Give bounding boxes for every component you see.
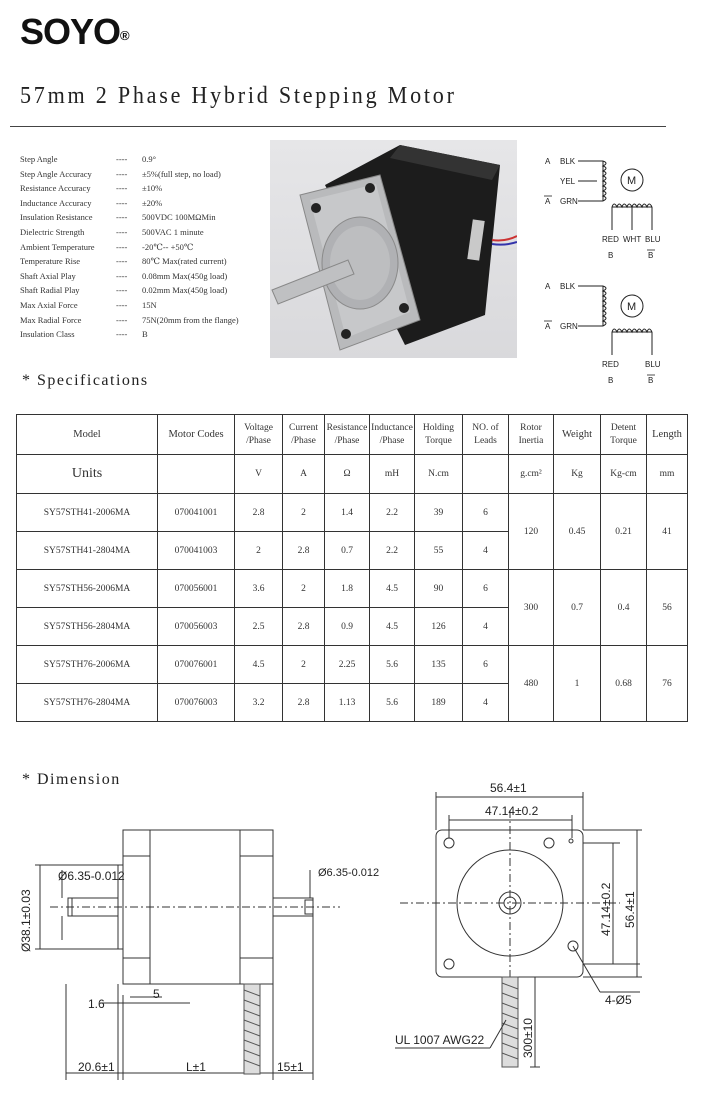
six-lead-diagram [544, 157, 661, 260]
unit-cell: A [283, 455, 325, 494]
spec-row [20, 196, 239, 211]
table-cell: 189 [415, 684, 463, 722]
table-cell: 2.8 [283, 684, 325, 722]
header-cell: NO. of Leads [463, 415, 509, 455]
wire-grn: GRN [560, 197, 578, 206]
header-cell: Model [17, 415, 158, 455]
spec-sep: ---- [116, 154, 128, 164]
table-cell: 4 [463, 532, 509, 570]
spec-label: Max Axial Force [20, 299, 78, 310]
spec-value: 500VAC 1 minute [142, 226, 204, 237]
table-cell: 070041001 [158, 494, 235, 532]
dim-5: 5 [153, 987, 160, 1001]
spec-label: Step Angle [20, 154, 58, 164]
unit-cell: Kg-cm [601, 455, 647, 494]
label-a: A [545, 282, 551, 291]
header-cell: Detent Torque [601, 415, 647, 455]
spec-row [20, 313, 239, 328]
spec-value: B [142, 329, 148, 340]
table-cell: 6 [463, 494, 509, 532]
spec-label: Max Radial Force [20, 314, 82, 325]
table-cell: SY57STH56-2804MA [17, 608, 158, 646]
table-cell: 2.8 [283, 532, 325, 570]
table-cell: SY57STH41-2804MA [17, 532, 158, 570]
spec-label: Ambient Temperature [20, 241, 95, 252]
unit-cell: N.cm [415, 455, 463, 494]
label-a-bar: A [545, 322, 551, 331]
table-cell: 2.8 [283, 608, 325, 646]
dim-1-6: 1.6 [88, 997, 105, 1011]
table-cell: 2.2 [370, 494, 415, 532]
table-cell: 1.13 [325, 684, 370, 722]
motor-symbol: M [627, 175, 637, 187]
dim-lead-length: 300±10 [521, 1018, 535, 1058]
label-b: B [608, 251, 614, 260]
label-b-bar: B [648, 251, 654, 260]
table-cell: 2 [283, 570, 325, 608]
spec-label: Inductance Accuracy [20, 197, 92, 208]
table-cell: 5.6 [370, 646, 415, 684]
spec-row [20, 225, 239, 240]
spec-sep: ---- [116, 256, 128, 267]
spec-sep: ---- [116, 329, 128, 340]
spec-label: Temperature Rise [20, 256, 81, 267]
unit-cell: Units [17, 455, 158, 494]
spec-label: Insulation Class [20, 329, 75, 340]
specifications-heading: * Specifications [22, 372, 149, 389]
label-b-bar: B [648, 376, 654, 385]
group-weight-cell: 0.45 [554, 494, 601, 570]
group-detent-cell: 0.68 [601, 646, 647, 722]
table-cell: 2.2 [370, 532, 415, 570]
table-cell: SY57STH56-2006MA [17, 570, 158, 608]
spec-row [20, 254, 239, 269]
header-cell: Inductance /Phase [370, 415, 415, 455]
group-detent-cell: 0.4 [601, 570, 647, 646]
wire-blk: BLK [560, 157, 576, 166]
table-cell: 2 [283, 494, 325, 532]
table-cell: 2.5 [235, 608, 283, 646]
table-cell: 2.25 [325, 646, 370, 684]
header-cell: Weight [554, 415, 601, 455]
label-a-bar: A [545, 197, 551, 206]
group-weight-cell: 0.7 [554, 570, 601, 646]
table-cell: SY57STH76-2804MA [17, 684, 158, 722]
header-cell: Resistance /Phase [325, 415, 370, 455]
spec-sep: ---- [116, 183, 128, 194]
table-cell: 4 [463, 684, 509, 722]
spec-value: ±20% [142, 197, 163, 208]
spec-label: Dielectric Strength [20, 226, 85, 237]
dim-l: L±1 [186, 1060, 206, 1074]
spec-list [20, 152, 239, 342]
unit-cell: Ω [325, 455, 370, 494]
wiring-diagrams [535, 150, 675, 395]
spec-value: 75N(20mm from the flange) [142, 314, 239, 325]
spec-row [20, 152, 239, 167]
unit-cell [158, 455, 235, 494]
table-cell: 0.9 [325, 608, 370, 646]
spec-sep: ---- [116, 212, 128, 223]
motor-photo [270, 140, 517, 358]
spec-row [20, 181, 239, 196]
dim-bore-dia: Ø38.1±0.03 [19, 889, 33, 952]
spec-sep: ---- [116, 285, 128, 296]
table-cell: SY57STH76-2006MA [17, 646, 158, 684]
group-detent-cell: 0.21 [601, 494, 647, 570]
dim-20-6: 20.6±1 [78, 1060, 115, 1074]
table-cell: 6 [463, 646, 509, 684]
table-cell: 1.8 [325, 570, 370, 608]
spec-label: Resistance Accuracy [20, 183, 91, 194]
spec-value: 0.02mm Max(450g load) [142, 285, 228, 296]
spec-sep: ---- [116, 168, 128, 179]
wire-yel: YEL [560, 177, 576, 186]
table-cell: 6 [463, 570, 509, 608]
label-b: B [608, 376, 614, 385]
dim-flange-height: 56.4±1 [623, 891, 637, 928]
table-units-row [17, 455, 688, 494]
side-view [35, 830, 340, 1080]
table-cell: 39 [415, 494, 463, 532]
spec-row [20, 298, 239, 313]
spec-sep: ---- [116, 197, 128, 208]
table-cell: 135 [415, 646, 463, 684]
spec-row [20, 327, 239, 342]
table-cell: 90 [415, 570, 463, 608]
table-cell: 3.2 [235, 684, 283, 722]
spec-row [20, 283, 239, 298]
spec-value: ±10% [142, 183, 163, 194]
wire-blu: BLU [645, 235, 661, 244]
table-row [17, 646, 688, 684]
table-cell: 4.5 [235, 646, 283, 684]
table-row [17, 494, 688, 532]
cable-spec: UL 1007 AWG22 [395, 1033, 485, 1047]
unit-cell: g.cm² [509, 455, 554, 494]
spec-value: 15N [142, 299, 157, 310]
group-weight-cell: 1 [554, 646, 601, 722]
table-row [17, 570, 688, 608]
table-cell: 2.8 [235, 494, 283, 532]
wire-blu: BLU [645, 360, 661, 369]
label-a: A [545, 157, 551, 166]
spec-sep: ---- [116, 299, 128, 310]
header-cell: Rotor Inertia [509, 415, 554, 455]
unit-cell [463, 455, 509, 494]
spec-value: 80℃ Max(rated current) [142, 256, 227, 267]
spec-row [20, 210, 239, 225]
unit-cell: mH [370, 455, 415, 494]
four-lead-diagram [544, 282, 661, 385]
table-cell: 1.4 [325, 494, 370, 532]
group-length-cell: 41 [647, 494, 688, 570]
table-cell: 3.6 [235, 570, 283, 608]
table-cell: 4 [463, 608, 509, 646]
table-cell: 4.5 [370, 608, 415, 646]
dim-15: 15±1 [277, 1060, 304, 1074]
group-length-cell: 56 [647, 570, 688, 646]
table-cell: 070056001 [158, 570, 235, 608]
header-cell: Motor Codes [158, 415, 235, 455]
spec-value: 0.9° [142, 154, 157, 164]
dim-flange-width: 56.4±1 [490, 781, 527, 795]
table-cell: 070076001 [158, 646, 235, 684]
group-inertia-cell: 300 [509, 570, 554, 646]
spec-label: Shaft Axial Play [20, 270, 76, 281]
table-cell: 070076003 [158, 684, 235, 722]
group-inertia-cell: 480 [509, 646, 554, 722]
dim-hole-pitch-vertical: 47.14±0.2 [599, 882, 613, 936]
header-cell: Holding Torque [415, 415, 463, 455]
dimension-drawing [0, 770, 703, 1117]
unit-cell: Kg [554, 455, 601, 494]
table-cell: 4.5 [370, 570, 415, 608]
table-cell: SY57STH41-2006MA [17, 494, 158, 532]
group-inertia-cell: 120 [509, 494, 554, 570]
dimension-heading: * Dimension [22, 771, 121, 788]
spec-row [20, 240, 239, 255]
spec-value: 0.08mm Max(450g load) [142, 270, 228, 281]
spec-value: -20℃-- +50℃ [142, 241, 194, 252]
wire-wht: WHT [623, 235, 642, 244]
dim-shaft-dia: Ø6.35-0.012 [58, 869, 125, 883]
unit-cell: V [235, 455, 283, 494]
spec-sep: ---- [116, 226, 128, 237]
header-cell: Current /Phase [283, 415, 325, 455]
spec-row [20, 269, 239, 284]
dim-hole-pitch: 47.14±0.2 [485, 804, 539, 818]
page-title: 57mm 2 Phase Hybrid Stepping Motor [20, 83, 457, 109]
spec-value: 500VDC 100MΩMin [142, 212, 216, 223]
specifications-table [16, 414, 688, 722]
wire-red: RED [602, 360, 619, 369]
dim-holes: 4-Ø5 [605, 993, 632, 1007]
wire-blk: BLK [560, 282, 576, 291]
table-header-row [17, 415, 688, 455]
spec-label: Step Angle Accuracy [20, 168, 92, 179]
spec-sep: ---- [116, 314, 128, 325]
table-cell: 0.7 [325, 532, 370, 570]
motor-symbol: M [627, 301, 637, 313]
table-cell: 55 [415, 532, 463, 570]
header-cell: Length [647, 415, 688, 455]
table-cell: 070041003 [158, 532, 235, 570]
dim-shaft-dia-right: Ø6.35-0.012 [318, 867, 380, 879]
unit-cell: mm [647, 455, 688, 494]
table-cell: 5.6 [370, 684, 415, 722]
header-cell: Voltage /Phase [235, 415, 283, 455]
spec-value: ±5%(full step, no load) [142, 168, 221, 179]
spec-label: Insulation Resistance [20, 212, 93, 223]
table-cell: 2 [235, 532, 283, 570]
soyo-logo: SOYO® [20, 11, 129, 52]
spec-sep: ---- [116, 270, 128, 281]
wire-red: RED [602, 235, 619, 244]
group-length-cell: 76 [647, 646, 688, 722]
wire-grn: GRN [560, 322, 578, 331]
table-cell: 2 [283, 646, 325, 684]
table-cell: 126 [415, 608, 463, 646]
spec-row [20, 167, 239, 182]
title-divider [10, 126, 666, 127]
table-cell: 070056003 [158, 608, 235, 646]
spec-sep: ---- [116, 241, 128, 252]
spec-label: Shaft Radial Play [20, 285, 80, 296]
